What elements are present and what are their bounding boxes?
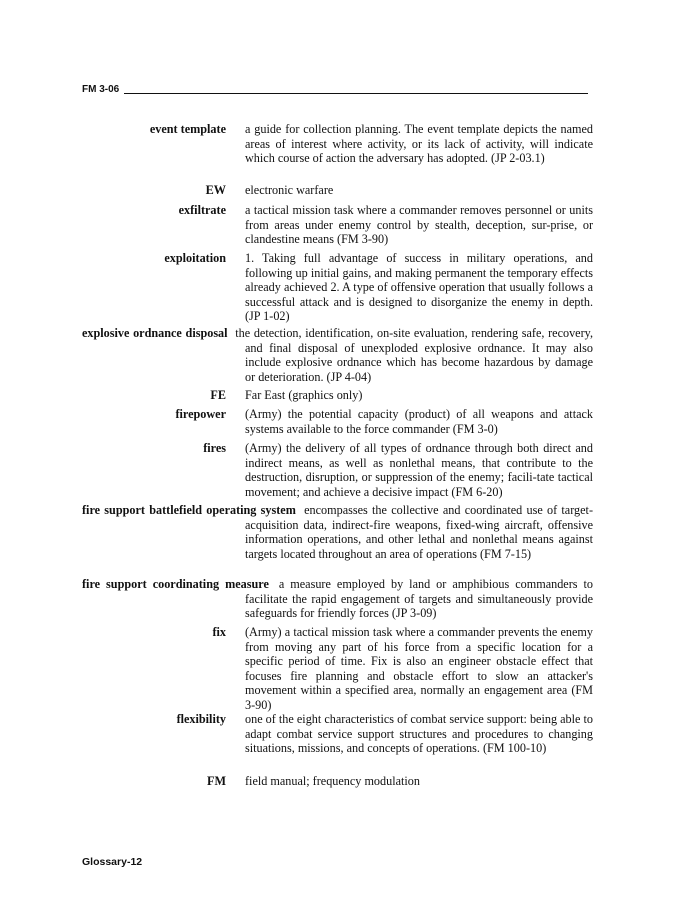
- entry-term: exploitation: [164, 251, 226, 265]
- entry-term: fire support battlefield operating system: [82, 503, 296, 517]
- entry-term: FE: [210, 388, 226, 402]
- glossary-entry: [82, 577, 593, 621]
- entry-definition: encompasses the collective and coordinated use of target-acquisition data, indirect-fire weapons, fixed-wing aircraft, offensive information operations, and other lethal and nonlethal means against targets located throughout an area of operations (FM 7-15): [245, 503, 593, 561]
- entry-term: EW: [205, 183, 226, 197]
- glossary-entry: [82, 441, 593, 499]
- glossary-entry: [82, 183, 593, 198]
- entry-definition: (Army) the delivery of all types of ordnance through both direct and indirect means, as well as nonlethal means, that contribute to the destruction, disruption, or suppression of the enemy; facili-tate tactical movement; and achieve a decisive impact (FM 6-20): [245, 441, 593, 499]
- entry-term: FM: [207, 774, 226, 788]
- entry-term: explosive ordnance disposal: [82, 326, 228, 340]
- entry-definition: (Army) the potential capacity (product) of all weapons and attack systems available to the force commander (FM 3-0): [245, 407, 593, 436]
- glossary-entry: [82, 625, 593, 712]
- glossary-entry: [82, 503, 593, 561]
- entry-definition: a measure employed by land or amphibious commanders to facilitate the rapid engagement of targets and simultaneously provide safeguards for friendly forces (JP 3-09): [245, 577, 593, 620]
- page-number-footer: Glossary-12: [82, 856, 143, 868]
- entry-definition: a tactical mission task where a commander removes personnel or units from areas under enemy control by stealth, deception, sur-prise, or clandestine means (FM 3-90): [245, 203, 593, 246]
- entry-definition: one of the eight characteristics of combat service support: being able to adapt combat service support structures and procedures to changing situations, missions, and concepts of operations. (FM 100-10): [245, 712, 593, 755]
- glossary-entry: [82, 326, 593, 384]
- entry-definition: 1. Taking full advantage of success in military operations, and following up initial gains, and making permanent the temporary effects already achieved 2. A type of offensive operation that usually follows a successful attack and is designed to disorganize the enemy in depth. (JP 1-02): [245, 251, 593, 323]
- header-rule: [124, 93, 588, 94]
- glossary-entry: [82, 712, 593, 756]
- entry-term: fire support coordinating measure: [82, 577, 269, 591]
- entry-definition: electronic warfare: [245, 183, 334, 197]
- entry-term: fires: [203, 441, 226, 455]
- entry-term: flexibility: [176, 712, 226, 726]
- entry-definition: a guide for collection planning. The event template depicts the named areas of interest where activity, or its lack of activity, will indicate which course of action the adversary has adopted. (JP 2-03.1): [245, 122, 593, 165]
- entry-definition: (Army) a tactical mission task where a commander prevents the enemy from moving any part of his force from a specific location for a specific period of time. Fix is also an engineer obstacle effect that focuses fire planning and obstacle effort to slow an attacker's movement within a specified area, normally an engagement area (FM 3-90): [245, 625, 593, 712]
- entry-definition: field manual; frequency modulation: [245, 774, 420, 788]
- entry-term: firepower: [175, 407, 226, 421]
- glossary-entry: [82, 774, 593, 789]
- glossary-entry: [82, 203, 593, 247]
- entry-definition: the detection, identification, on-site evaluation, rendering safe, recovery, and final disposal of unexploded explosive ordnance. It may also include explosive ordnance which has become hazardous by damage or deterioration. (JP 4-04): [235, 326, 593, 384]
- glossary-entry: [82, 388, 593, 403]
- glossary-entry: [82, 407, 593, 436]
- entry-term: event template: [149, 122, 226, 136]
- entry-term: fix: [212, 625, 226, 639]
- glossary-entry: [82, 251, 593, 324]
- glossary-entry: [82, 122, 593, 166]
- entry-definition: Far East (graphics only): [245, 388, 363, 402]
- entry-term: exfiltrate: [178, 203, 226, 217]
- running-header: FM 3-06: [82, 84, 120, 95]
